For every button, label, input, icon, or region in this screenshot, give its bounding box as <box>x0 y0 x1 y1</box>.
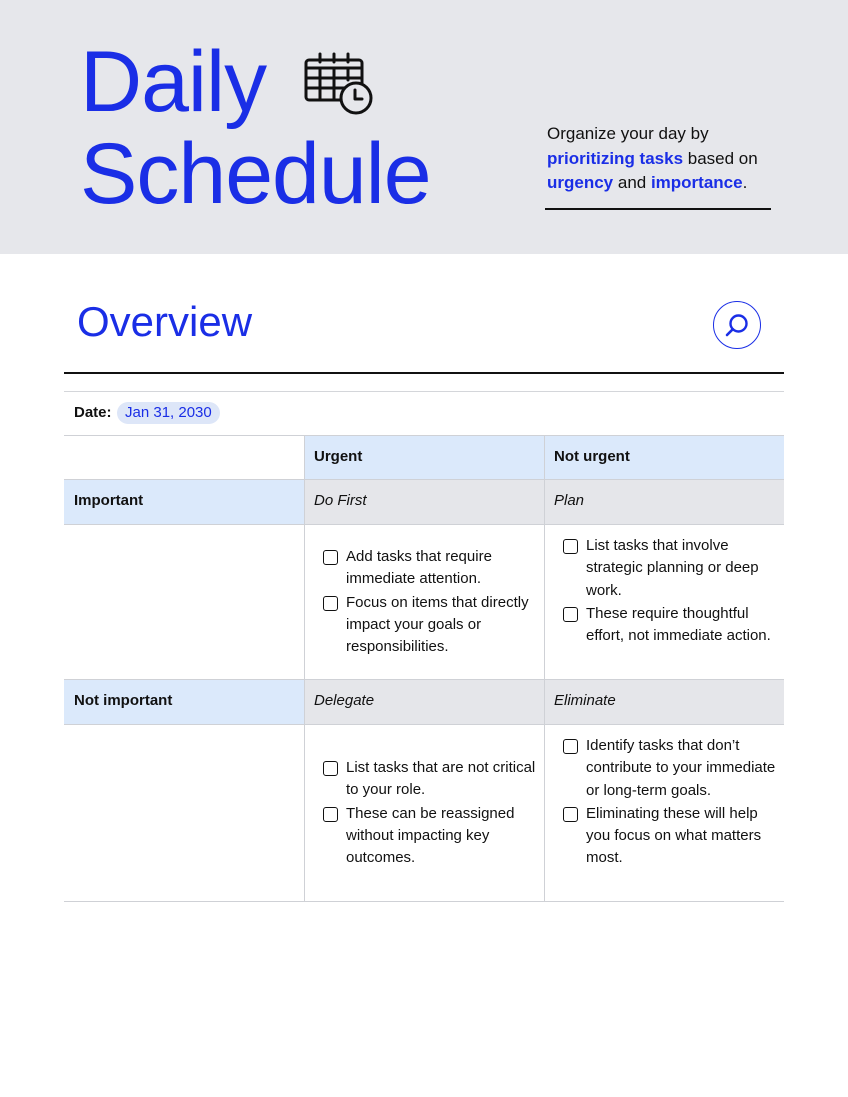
search-button[interactable] <box>713 301 761 349</box>
category-delegate: Delegate <box>304 679 544 724</box>
task-text: These can be reassigned without impacting key outcomes. <box>346 804 515 867</box>
corner-cell <box>64 435 304 479</box>
task-item <box>554 603 776 648</box>
intro-text <box>547 122 787 196</box>
priority-matrix <box>64 435 784 902</box>
task-checkbox[interactable] <box>323 761 338 776</box>
title-line-1: Daily <box>80 34 267 130</box>
task-checkbox[interactable] <box>323 596 338 611</box>
grid-line <box>64 901 784 902</box>
task-list-eliminate <box>554 735 776 870</box>
task-text: Add tasks that require immediate attention. <box>346 548 492 588</box>
header-band <box>0 0 848 254</box>
intro-part-2: based on <box>683 148 758 168</box>
task-item <box>554 535 776 602</box>
category-do-first: Do First <box>304 479 544 524</box>
section-divider-thin <box>64 391 784 392</box>
section-divider <box>64 372 784 374</box>
task-checkbox[interactable] <box>563 739 578 754</box>
intro-underline <box>545 208 771 210</box>
intro-part-4: . <box>742 173 748 192</box>
grid-line <box>64 479 784 480</box>
grid-line <box>64 724 784 725</box>
intro-part-1: Organize your day by <box>547 124 709 143</box>
task-checkbox[interactable] <box>323 807 338 822</box>
intro-highlight-urgency: urgency <box>547 173 614 192</box>
task-list-plan <box>554 535 776 647</box>
task-item <box>314 757 542 802</box>
grid-line <box>544 435 545 902</box>
task-checkbox[interactable] <box>563 607 578 622</box>
title-line-2: Schedule <box>80 126 431 222</box>
overview-heading: Overview <box>77 298 253 345</box>
category-plan: Plan <box>544 479 784 524</box>
task-item <box>314 592 542 659</box>
column-header-not-urgent: Not urgent <box>544 435 784 479</box>
category-eliminate: Eliminate <box>544 679 784 724</box>
task-text: List tasks that are not critical to your role. <box>346 759 536 799</box>
date-value[interactable]: Jan 31, 2030 <box>117 402 220 424</box>
date-label: Date: <box>74 404 112 421</box>
intro-part-3: and <box>613 173 651 192</box>
task-text: Identify tasks that don’t contribute to your immediate or long-term goals. <box>586 737 776 799</box>
task-item <box>314 546 542 591</box>
intro-highlight-prioritizing: prioritizing tasks <box>547 148 684 168</box>
task-item <box>314 803 542 870</box>
grid-line <box>64 435 784 436</box>
grid-line <box>304 435 305 902</box>
task-text: These require thoughtful effort, not immediate action. <box>586 604 771 645</box>
task-text: Focus on items that directly impact your goals or responsibilities. <box>346 593 529 656</box>
page-title <box>80 36 431 220</box>
row-header-not-important: Not important <box>64 679 304 724</box>
task-list-do-first <box>314 546 542 658</box>
column-header-urgent: Urgent <box>304 435 544 479</box>
intro-highlight-importance: importance <box>650 173 743 192</box>
grid-line <box>64 524 784 525</box>
task-text: List tasks that involve strategic planning or deep work. <box>586 537 759 599</box>
task-text: Eliminating these will help you focus on what matters most. <box>586 804 762 867</box>
row-header-important: Important <box>64 479 304 524</box>
task-checkbox[interactable] <box>563 807 578 822</box>
search-icon <box>724 312 750 338</box>
task-list-delegate <box>314 757 542 869</box>
task-checkbox[interactable] <box>323 550 338 565</box>
task-item <box>554 803 776 870</box>
task-item <box>554 735 776 802</box>
calendar-clock-icon <box>302 52 374 116</box>
grid-line <box>64 679 784 680</box>
task-checkbox[interactable] <box>563 539 578 554</box>
